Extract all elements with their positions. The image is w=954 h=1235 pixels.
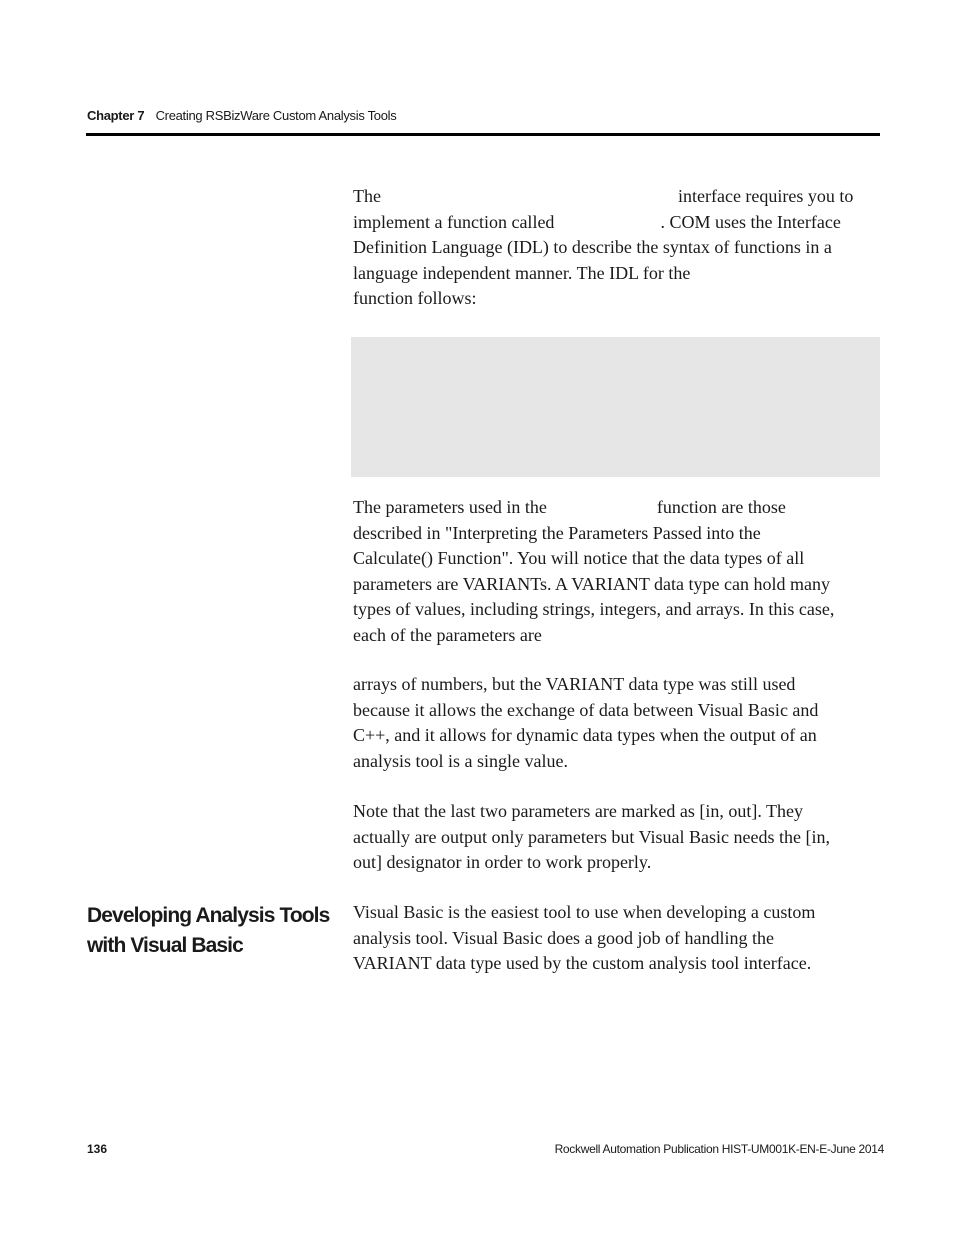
vb-line-2: analysis tool. Visual Basic does a good job of handling the [353, 927, 775, 948]
params-line-4: parameters are VARIANTs. A VARIANT data type can hold many [353, 573, 830, 594]
note-line-1: Note that the last two parameters are marked as [in, out]. They [353, 801, 804, 821]
section-heading-line-2: with Visual Basic [87, 934, 243, 957]
section-heading-line-1: Developing Analysis Tools [87, 904, 330, 927]
intro-line-3: Definition Language (IDL) to describe the syntax of functions in a [353, 237, 832, 257]
chapter-label: Chapter 7 [87, 108, 145, 123]
params-line-5: types of values, including strings, integers, and arrays. In this case, [353, 599, 835, 619]
chapter-title: Creating RSBizWare Custom Analysis Tools [155, 108, 397, 123]
header-divider [86, 133, 880, 136]
params-line-1-end: function are those [656, 497, 786, 517]
idl-code-block [351, 337, 880, 477]
params-line-3: Calculate() Function". You will notice that the data types of all [353, 548, 805, 568]
visual-basic-paragraph [353, 900, 880, 977]
arrays-line-1: arrays of numbers, but the VARIANT data type was still used [353, 674, 796, 694]
vb-line-1: Visual Basic is the easiest tool to use when developing a custom [353, 902, 816, 922]
arrays-line-4: analysis tool is a single value. [353, 750, 568, 771]
intro-paragraph [353, 184, 880, 312]
arrays-paragraph [353, 672, 880, 774]
intro-line-2 [353, 210, 880, 236]
section-heading [87, 901, 337, 961]
note-line-2: actually are output only parameters but Visual Basic needs the [in, [353, 826, 830, 847]
params-line-1 [353, 495, 880, 521]
intro-line-2-start: implement a function called [353, 211, 555, 232]
arrays-line-3: C++, and it allows for dynamic data types when the output of an [353, 725, 817, 745]
intro-line-4: language independent manner. The IDL for the [353, 262, 691, 283]
intro-line-1-start: The [353, 186, 381, 206]
running-header [87, 108, 880, 123]
note-paragraph [353, 799, 880, 876]
publication-info: Rockwell Automation Publication HIST-UM001K-EN-E-June 2014 [554, 1142, 884, 1156]
intro-line-1-end: interface requires you to [677, 186, 854, 206]
intro-line-2-end: . COM uses the Interface [660, 211, 841, 232]
vb-line-3: VARIANT data type used by the custom analysis tool interface. [353, 953, 812, 973]
note-line-3: out] designator in order to work properly. [353, 852, 652, 872]
arrays-line-2: because it allows the exchange of data between Visual Basic and [353, 699, 819, 720]
params-line-2: described in "Interpreting the Parameters Passed into the [353, 522, 761, 543]
intro-line-5: function follows: [353, 288, 477, 308]
params-line-1-start: The parameters used in the [353, 497, 547, 517]
parameters-paragraph [353, 495, 880, 648]
intro-line-1 [353, 184, 880, 210]
params-line-6: each of the parameters are [353, 624, 542, 645]
page-number: 136 [87, 1142, 108, 1156]
